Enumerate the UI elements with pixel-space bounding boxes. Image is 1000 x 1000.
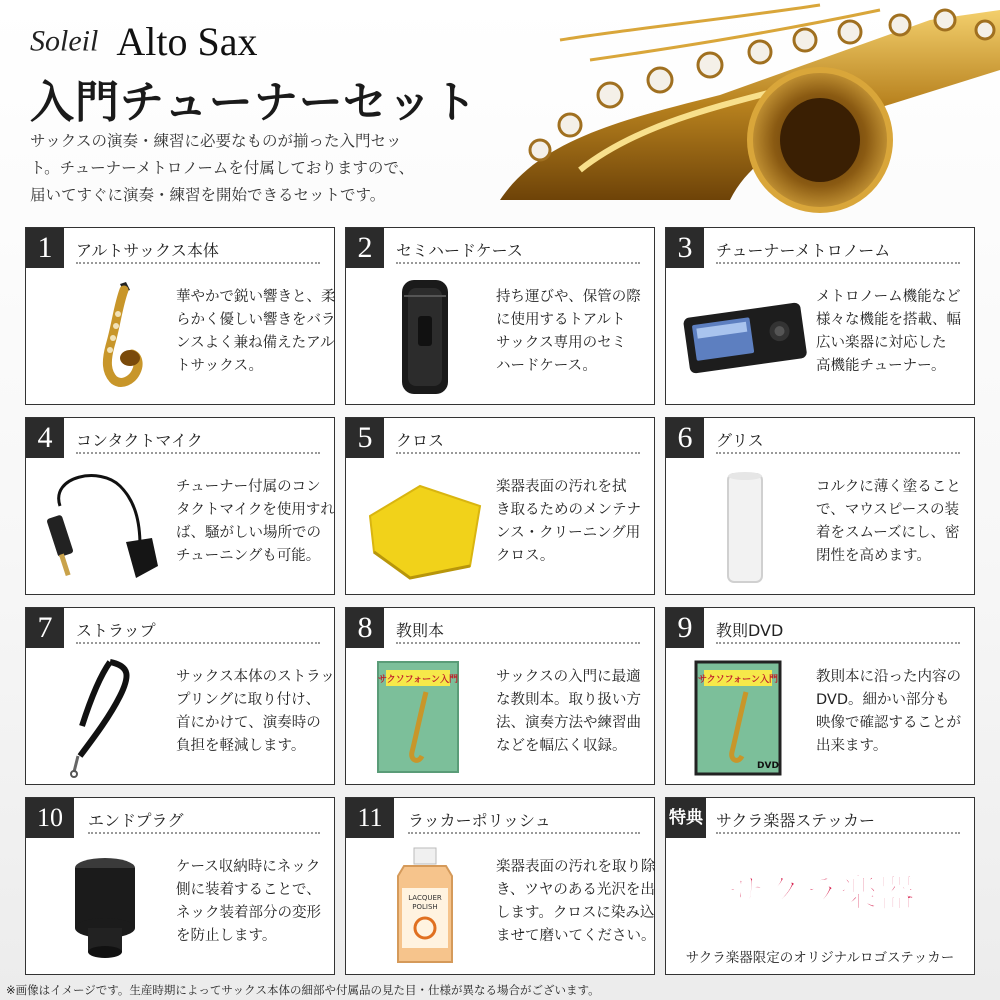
card-header	[666, 228, 974, 268]
item-card	[345, 417, 655, 595]
product-title: Alto Sax	[116, 19, 258, 64]
dotted-divider	[716, 452, 960, 454]
item-title: セミハードケース	[396, 241, 523, 260]
dotted-divider	[88, 832, 320, 834]
dotted-divider	[408, 832, 640, 834]
item-description-line: ネック装着部分の変形	[176, 905, 321, 921]
card-header	[666, 418, 974, 458]
svg-text:DVD: DVD	[757, 761, 779, 771]
item-description-line: 華やかで鋭い響きと、柔	[176, 289, 336, 305]
end-plug-icon	[40, 846, 170, 968]
item-description-line: ませて磨いてください。	[496, 928, 656, 944]
brand-header	[30, 18, 257, 65]
item-description-line: 様々な機能を搭載、幅	[816, 312, 961, 328]
item-title: 教則DVD	[716, 621, 784, 640]
item-description	[496, 476, 646, 568]
item-card	[665, 607, 975, 785]
item-description-line: ンスよく兼ね備えたアル	[176, 335, 335, 351]
item-description-line: 広い楽器に対応した	[816, 335, 947, 351]
item-card	[25, 797, 335, 975]
item-description	[176, 666, 335, 758]
item-description	[816, 476, 966, 568]
item-title: 教則本	[396, 621, 445, 640]
bonus-caption: サクラ楽器限定のオリジナルロゴステッカー	[685, 950, 955, 966]
book-icon	[360, 656, 490, 778]
dotted-divider	[76, 262, 320, 264]
card-header	[26, 228, 334, 268]
item-title: ラッカーポリッシュ	[408, 811, 551, 830]
item-title: クロス	[396, 431, 445, 450]
dotted-divider	[396, 452, 640, 454]
card-header	[346, 798, 654, 838]
item-card	[25, 417, 335, 595]
item-description-line: クロス。	[496, 548, 555, 564]
item-description-line: き、ツヤのある光沢を出	[496, 882, 655, 898]
dotted-divider	[396, 642, 640, 644]
item-description-line: 高機能チューナー。	[816, 358, 946, 374]
item-description-line: チューニングも可能。	[176, 548, 321, 564]
item-description-line: サックス専用のセミ	[496, 335, 627, 351]
item-description-line: コルクに薄く塗ること	[816, 479, 961, 495]
card-header	[666, 798, 974, 838]
card-header	[346, 608, 654, 648]
svg-text:サクソフォーン入門: サクソフォーン入門	[377, 675, 459, 685]
intro-line: 届いてすぐに演奏・練習を開始できるセットです。	[30, 186, 386, 204]
item-description-line: 着をスムーズにし、密	[816, 525, 960, 541]
dotted-divider	[396, 262, 640, 264]
card-header	[26, 418, 334, 458]
tuner-icon	[680, 276, 810, 398]
item-description-line: 側に装着することで、	[176, 882, 321, 898]
item-title: エンドプラグ	[88, 811, 184, 830]
item-description-line: 楽器表面の汚れを拭	[496, 479, 627, 495]
item-description-line: チューナー付属のコン	[176, 479, 321, 495]
item-number: 5	[346, 418, 384, 458]
polish-icon	[360, 846, 490, 968]
svg-text:POLISH: POLISH	[412, 903, 438, 911]
item-title: チューナーメトロノーム	[716, 241, 891, 260]
item-description-line: プリングに取り付け、	[176, 692, 321, 708]
item-description-line: 首にかけて、演奏時の	[176, 715, 321, 731]
item-description	[816, 666, 966, 758]
item-description-line: を防止します。	[176, 928, 277, 944]
item-number: 7	[26, 608, 64, 648]
footnote: ※画像はイメージです。生産時期によってサックス本体の細部や付属品の見た目・仕様が異なる場合がございます。	[6, 983, 600, 997]
dotted-divider	[716, 832, 960, 834]
item-description-line: サックスの入門に最適	[496, 669, 641, 685]
item-description-line: 法、演奏方法や練習曲	[496, 715, 641, 731]
item-title: コンタクトマイク	[76, 431, 203, 450]
dotted-divider	[76, 452, 320, 454]
item-description-line: 出来ます。	[816, 738, 888, 754]
sakura-sticker-logo	[716, 848, 926, 928]
card-header	[346, 418, 654, 458]
item-description-line: トサックス。	[176, 358, 263, 374]
dotted-divider	[76, 642, 320, 644]
item-card	[25, 607, 335, 785]
item-description-line: 持ち運びや、保管の際	[496, 289, 641, 305]
item-description	[176, 856, 326, 948]
item-number: 11	[346, 798, 394, 838]
item-description-line: らかく優しい響きをバラ	[176, 312, 336, 328]
card-header	[666, 608, 974, 648]
item-description-line: DVD。細かい部分も	[816, 692, 950, 708]
item-description-line: 閉性を高めます。	[816, 548, 931, 564]
item-number: 8	[346, 608, 384, 648]
dotted-divider	[716, 262, 960, 264]
item-description-line: ケース収納時にネック	[176, 859, 321, 875]
card-header	[26, 608, 334, 648]
item-description-line: ハードケース。	[496, 358, 597, 374]
item-card	[345, 797, 655, 975]
item-description-line: き取るためのメンテナ	[496, 502, 641, 518]
item-card	[25, 227, 335, 405]
item-description-line: 映像で確認することが	[816, 715, 961, 731]
strap-icon	[40, 656, 170, 778]
headline: 入門チューナーセット	[30, 77, 478, 128]
item-description-line: 楽器表面の汚れを取り除	[496, 859, 656, 875]
item-description	[496, 856, 656, 948]
dotted-divider	[716, 642, 960, 644]
case-icon	[360, 276, 490, 398]
bonus-title: サクラ楽器ステッカー	[716, 811, 876, 830]
item-description-line: で、マウスピースの装	[816, 502, 959, 518]
item-description-line: に使用するトアルト	[496, 312, 626, 328]
item-card	[665, 417, 975, 595]
item-card	[665, 227, 975, 405]
saxophone-hero-image	[460, 0, 1000, 230]
item-description-line: な教則本。取り扱い方	[496, 692, 641, 708]
item-description	[496, 666, 646, 758]
item-number: 3	[666, 228, 704, 268]
bonus-card	[665, 797, 975, 975]
item-number: 1	[26, 228, 64, 268]
item-description-line: ば、騒がしい場所での	[176, 525, 321, 541]
svg-text:サクラ楽器: サクラ楽器	[726, 871, 916, 915]
item-description-line: 教則本に沿った内容の	[816, 669, 961, 685]
item-description-line: タクトマイクを使用すれ	[176, 502, 335, 518]
item-number: 9	[666, 608, 704, 648]
intro-line: ト。チューナーメトロノームを付属しておりますので、	[30, 159, 415, 177]
svg-text:LACQUER: LACQUER	[408, 894, 442, 902]
item-number: 2	[346, 228, 384, 268]
item-title: グリス	[716, 431, 764, 450]
item-description-line: メトロノーム機能など	[816, 289, 961, 305]
item-description-line: サックス本体のストラッ	[176, 669, 335, 685]
item-title: ストラップ	[76, 621, 156, 640]
item-title: アルトサックス本体	[76, 241, 219, 260]
dvd-icon	[680, 656, 810, 778]
item-number: 4	[26, 418, 64, 458]
intro-line: サックスの演奏・練習に必要なものが揃った入門セッ	[30, 132, 402, 150]
cloth-icon	[360, 466, 490, 588]
item-description	[176, 286, 336, 378]
item-card	[345, 227, 655, 405]
item-card	[345, 607, 655, 785]
item-number: 10	[26, 798, 74, 838]
intro-text	[30, 128, 500, 209]
card-header	[26, 798, 334, 838]
svg-text:サクソフォーン入門: サクソフォーン入門	[697, 675, 779, 685]
item-description-line: ンス・クリーニング用	[496, 525, 641, 541]
item-description-line: 負担を軽減します。	[176, 738, 306, 754]
grease-icon	[680, 466, 810, 588]
item-description	[176, 476, 335, 568]
item-description	[496, 286, 646, 378]
brand-logo: Soleil	[30, 24, 99, 58]
contact-mic-icon	[40, 466, 170, 588]
item-description-line: などを幅広く収録。	[496, 738, 627, 754]
alto-sax-icon	[40, 276, 170, 398]
item-description	[816, 286, 966, 378]
item-number: 6	[666, 418, 704, 458]
card-header	[346, 228, 654, 268]
item-description-line: します。クロスに染み込	[496, 905, 655, 921]
bonus-tag: 特典	[666, 798, 706, 838]
